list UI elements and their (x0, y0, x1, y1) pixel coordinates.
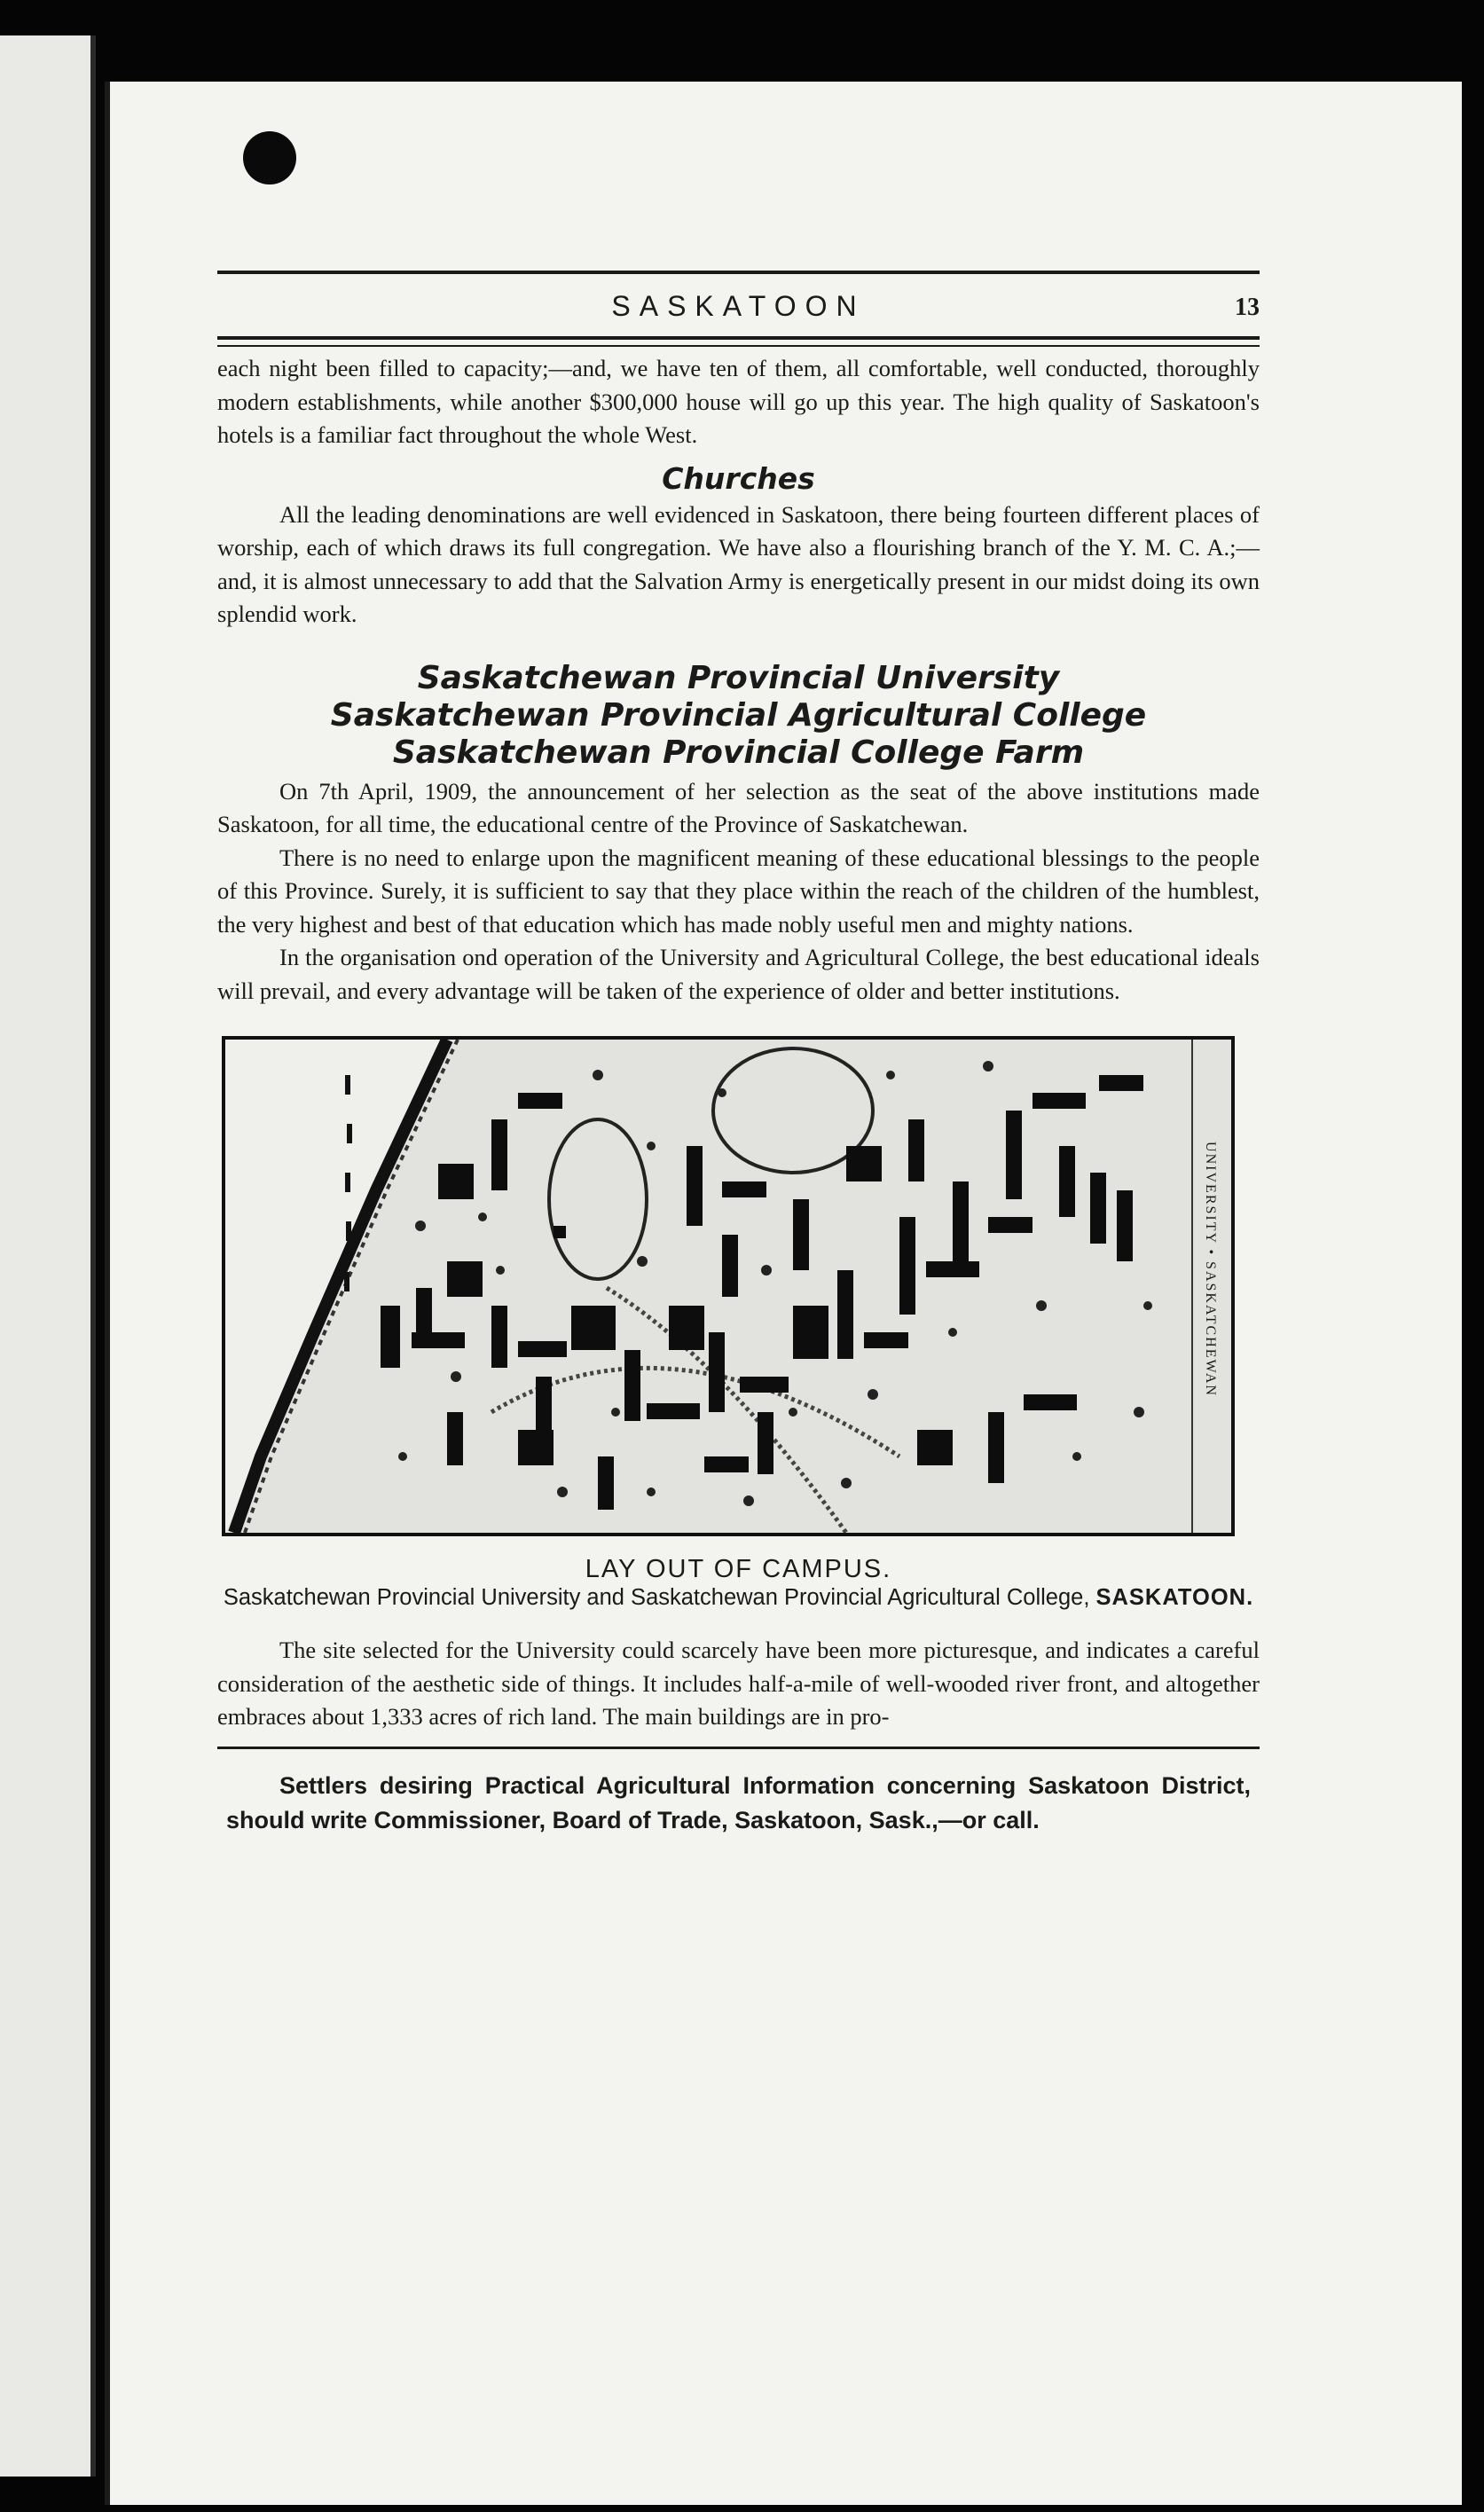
site-paragraph: The site selected for the University could scarcely have been more picturesque, and indicates a careful consideration of the aesthetic side of things. It includes half-a-mile of well-wooded river front, and altogether embraces about 1,333 acres of rich land. The main buildings are in pro- (217, 1637, 1260, 1730)
university-heading-2: Saskatchewan Provincial Agricultural College (330, 696, 1147, 734)
header-rule-double (217, 345, 1260, 347)
caption-subtitle (217, 1584, 1260, 1611)
university-heading-3: Saskatchewan Provincial College Farm (392, 734, 1085, 771)
header-rule-bottom (217, 336, 1260, 340)
punch-hole (243, 131, 296, 184)
university-paragraph-2: There is no need to enlarge upon the magnificent meaning of these educational blessings to the people of this Province. Surely, it is sufficient to say that they place within the reach of the children of the humblest, the very highest and best of that education which has made nobly useful men and mighty nations. (217, 844, 1260, 938)
hotels-paragraph: each night been filled to capacity;—and, we have ten of them, all comfortable, well conducted, thoroughly modern establishments, while another $300,000 house will go up this year. The high quality of Saskatoon's hotels is a familiar fact throughout the whole West. (217, 355, 1260, 448)
caption-title: LAY OUT OF CAMPUS. (585, 1555, 892, 1583)
campus-layout-map (222, 1036, 1235, 1536)
university-paragraph-3: In the organisation ond operation of the University and Agricultural College, the best educational ideals will prevail, and every advantage will be taken of the experience of older and better institutions. (217, 944, 1260, 1004)
university-heading-1: Saskatchewan Provincial University (417, 659, 1060, 696)
facing-page-edge (0, 35, 96, 2477)
page-number: 13 (1235, 294, 1260, 321)
churches-heading: Churches (662, 460, 815, 496)
caption-city: SASKATOON. (1095, 1585, 1254, 1610)
footer-notice: Settlers desiring Practical Agricultural Information concerning Saskatoon District, should write Commissioner, Board of Trade, Saskatoon, Sask.,—or call. (226, 1771, 1251, 1833)
header-rule-top (217, 271, 1260, 274)
map-caption (217, 1554, 1260, 1611)
caption-institutions: Saskatchewan Provincial University and Saskatchewan Provincial Agricultural College, (223, 1585, 1090, 1610)
map-side-label: UNIVERSITY • SASKATCHEWAN (1203, 1142, 1218, 1397)
page-content (217, 271, 1260, 1838)
campus-plan-illustration (225, 1040, 1231, 1533)
university-paragraph-1: On 7th April, 1909, the announcement of her selection as the seat of the above institutions made Saskatoon, for all time, the educational centre of the Province of Saskatchewan. (217, 777, 1260, 837)
running-title: SASKATOON (611, 290, 866, 322)
university-headings (217, 660, 1260, 772)
footer-rule (217, 1747, 1260, 1749)
running-header (217, 281, 1260, 336)
churches-paragraph: All the leading denominations are well evidenced in Saskatoon, there being fourteen different places of worship, each of which draws its full congregation. We have also a flourishing branch of the Y. M. C. A.;—and, it is almost unnecessary to add that the Salvation Army is energetically present in our midst doing its own splendid work. (217, 500, 1260, 627)
